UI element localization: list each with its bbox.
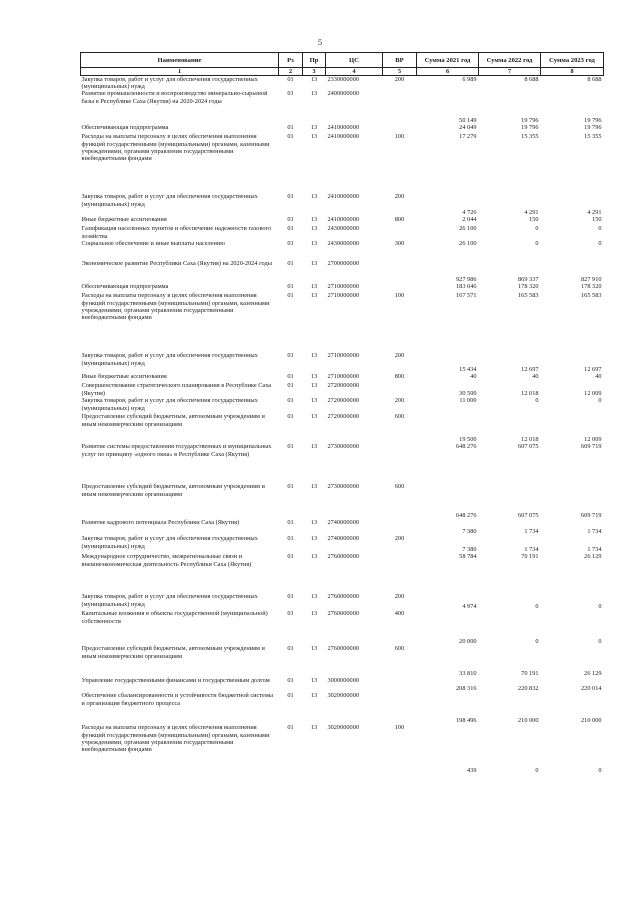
- row-pr: 13: [310, 413, 318, 421]
- row-cs: 2330000000: [327, 76, 359, 83]
- row-sum-2023: 0: [598, 240, 602, 248]
- row-rz: 01: [287, 240, 294, 248]
- row-sum-2022: 40: [532, 373, 539, 381]
- row-rz: 01: [287, 352, 294, 360]
- table-row: [81, 133, 604, 193]
- row-sum-2023: 4 291: [587, 209, 602, 217]
- row-sum-2023: 827 910: [581, 276, 602, 284]
- row-sum-2022: 12 018: [521, 436, 539, 444]
- row-rz: 01: [287, 397, 294, 405]
- row-vr: [383, 692, 417, 724]
- row-name: Закупка товаров, работ и услуг для обеспечения государственных (муниципальных) нужд: [81, 193, 258, 208]
- row-sum-2023: 1 734: [587, 546, 602, 554]
- row-cs: 2710000000: [327, 352, 359, 360]
- row-rz: 01: [287, 133, 294, 141]
- row-cs: 2700000000: [327, 260, 359, 268]
- row-vr: 100: [394, 724, 405, 732]
- row-sum-2022: 607 075: [518, 512, 539, 520]
- table-row: [81, 292, 604, 352]
- row-rz: 01: [287, 593, 294, 601]
- table-row: [81, 692, 604, 724]
- table-row: [81, 443, 604, 483]
- column-number: 8: [541, 68, 604, 76]
- row-name: Закупка товаров, работ и услуг для обеспечения государственных (муниципальных) нужд: [81, 352, 258, 367]
- row-cs: 2730000000: [327, 443, 359, 451]
- row-cs: 2740000000: [327, 519, 359, 527]
- row-sum-2022: 178 320: [518, 283, 539, 291]
- row-sum-2022: 15 355: [521, 133, 539, 141]
- row-sum-2022: 0: [535, 397, 539, 405]
- row-sum-2022: 70 191: [521, 553, 539, 561]
- row-sum-2023: 165 583: [581, 292, 602, 300]
- table-row: [81, 352, 604, 373]
- row-name: Предоставление субсидий бюджетным, автономным учреждениям и иным некоммерческим организациям: [81, 413, 265, 428]
- row-rz: 01: [287, 443, 294, 451]
- row-sum-2023: 220 014: [581, 685, 602, 693]
- row-sum-2022: 210 000: [518, 717, 539, 725]
- row-vr: [383, 283, 417, 292]
- row-sum-2023: 0: [598, 397, 602, 405]
- row-pr: 13: [310, 283, 318, 291]
- header-sum-2021: Сумма 2021 год: [417, 53, 479, 68]
- row-rz: 01: [287, 553, 294, 561]
- row-pr: 13: [310, 124, 318, 132]
- row-sum-2021: 439: [467, 767, 477, 775]
- table-row: [81, 283, 604, 292]
- header-pr: Пр: [303, 53, 326, 68]
- row-sum-2023: 210 000: [581, 717, 602, 725]
- row-sum-2021: 7 380: [462, 546, 477, 554]
- row-vr: 800: [394, 373, 405, 381]
- row-sum-2021: 6 989: [462, 76, 477, 83]
- row-sum-2021: 26 100: [459, 240, 477, 248]
- row-sum-2021: 4 974: [462, 603, 477, 611]
- row-pr: 13: [310, 593, 318, 601]
- row-name: Капитальные вложения в объекты государственной (муниципальной) собственности: [81, 610, 268, 625]
- row-vr: 400: [394, 610, 405, 618]
- row-sum-2021: 7 380: [462, 528, 477, 536]
- row-rz: 01: [287, 193, 294, 201]
- row-vr: 200: [394, 397, 405, 405]
- row-rz: 01: [287, 283, 294, 291]
- table-row: [81, 240, 604, 260]
- header-vr: ВР: [383, 53, 417, 68]
- row-pr: 13: [310, 724, 318, 732]
- table-row: [81, 397, 604, 413]
- table-row: [81, 124, 604, 133]
- column-number: 5: [383, 68, 417, 76]
- row-rz: 01: [287, 382, 294, 390]
- row-sum-2021: 40: [470, 373, 477, 381]
- row-sum-2022: 12 697: [521, 366, 539, 374]
- row-name: Обеспечение сбалансированности и устойчивости бюджетной системы и организация бюджетного процесса: [81, 692, 274, 707]
- row-rz: 01: [287, 519, 294, 527]
- row-cs: 2430000000: [327, 240, 359, 248]
- row-sum-2023: 609 719: [581, 443, 602, 451]
- row-sum-2021: 15 434: [459, 366, 477, 374]
- row-name: Газификация населенных пунктов и обеспечение надежности газового хозяйства: [81, 225, 272, 240]
- row-sum-2022: 4 291: [524, 209, 539, 217]
- row-sum-2022: 0: [535, 240, 539, 248]
- row-rz: 01: [287, 610, 294, 618]
- row-pr: 13: [310, 610, 318, 618]
- row-pr: 13: [310, 443, 318, 451]
- table-row: [81, 413, 604, 443]
- row-cs: 2710000000: [327, 283, 359, 291]
- table-row: [81, 535, 604, 553]
- row-vr: 600: [394, 483, 405, 491]
- row-sum-2023: 12 009: [584, 390, 602, 398]
- table-row: [81, 225, 604, 240]
- table-row: [81, 216, 604, 225]
- row-vr: [383, 260, 417, 283]
- row-rz: 01: [287, 260, 294, 268]
- row-pr: 13: [310, 692, 318, 700]
- row-sum-2021: 2 044: [462, 216, 477, 224]
- row-pr: 13: [310, 292, 318, 300]
- column-number: 1: [81, 68, 279, 76]
- row-name: Расходы на выплаты персоналу в целях обеспечения выполнения функций государственными (муниципальными) органами, казенными учреждениями, органами управления государственными внебюджетными фондами: [81, 292, 270, 322]
- row-sum-2022: 8 688: [524, 76, 539, 83]
- row-cs: 2720000000: [327, 382, 359, 390]
- row-name: Закупка товаров, работ и услуг для обеспечения государственных (муниципальных) нужд: [81, 593, 258, 608]
- row-name: Экономическое развитие Республики Саха (Якутия) на 2020-2024 годы: [81, 260, 272, 268]
- row-name: Совершенствование стратегического планирования в Республике Саха (Якутия): [81, 382, 272, 397]
- row-name: Обеспечивающая подпрограмма: [81, 124, 169, 132]
- row-rz: 01: [287, 535, 294, 543]
- row-name: Расходы на выплаты персоналу в целях обеспечения выполнения функций государственными (муниципальными) органами, казенными учреждениями, органами управления государственными внебюджетными фондами: [81, 724, 270, 754]
- table-row: [81, 610, 604, 645]
- row-cs: 2720000000: [327, 397, 359, 405]
- column-number-row: [81, 68, 604, 76]
- table-row: [81, 76, 604, 91]
- row-name: Предоставление субсидий бюджетным, автономным учреждениям и иным некоммерческим организациям: [81, 483, 265, 498]
- row-rz: 01: [287, 225, 294, 233]
- row-rz: 01: [287, 645, 294, 653]
- row-name: Развитие системы предоставления государственных и муниципальных услуг по принципу «одного окна» в Республике Саха (Якутия): [81, 443, 272, 458]
- row-sum-2021: 33 810: [459, 670, 477, 678]
- table-row: [81, 724, 604, 774]
- row-sum-2022: 70 191: [521, 670, 539, 678]
- row-name: Управление государственными финансами и государственным долгом: [81, 677, 270, 685]
- row-pr: 13: [310, 553, 318, 561]
- row-sum-2023: 19 796: [584, 117, 602, 125]
- row-sum-2021: 167 571: [456, 292, 477, 300]
- row-sum-2023: 178 320: [581, 283, 602, 291]
- row-sum-2022: 0: [535, 603, 539, 611]
- row-vr: 200: [394, 593, 405, 601]
- row-cs: 2760000000: [327, 593, 359, 601]
- row-cs: 3000000000: [327, 677, 359, 685]
- row-sum-2023: 0: [598, 603, 602, 611]
- row-cs: 2760000000: [327, 645, 359, 653]
- table-body: [81, 76, 604, 775]
- row-name: Иные бюджетные ассигнования: [81, 216, 167, 224]
- row-sum-2021: 19 500: [459, 436, 477, 444]
- column-number: 6: [417, 68, 479, 76]
- header-name: Наименование: [81, 53, 279, 68]
- row-sum-2021: 198 496: [456, 717, 477, 725]
- row-rz: 01: [287, 90, 294, 98]
- header-sum-2022: Сумма 2022 год: [479, 53, 541, 68]
- row-name: Предоставление субсидий бюджетным, автономным учреждениям и иным некоммерческим организациям: [81, 645, 265, 660]
- row-cs: 2400000000: [327, 90, 359, 98]
- table-header-row: [81, 53, 604, 68]
- row-pr: 13: [310, 76, 318, 83]
- row-name: Закупка товаров, работ и услуг для обеспечения государственных (муниципальных) нужд: [81, 76, 258, 91]
- row-cs: 2710000000: [327, 292, 359, 300]
- row-sum-2023: 609 719: [581, 512, 602, 520]
- row-cs: 2760000000: [327, 553, 359, 561]
- row-sum-2021: 927 986: [456, 276, 477, 284]
- row-sum-2022: 869 337: [518, 276, 539, 284]
- row-vr: 200: [394, 193, 405, 201]
- row-cs: 2740000000: [327, 535, 359, 543]
- row-pr: 13: [310, 90, 318, 98]
- table-row: [81, 593, 604, 610]
- row-sum-2022: 19 796: [521, 124, 539, 132]
- row-sum-2023: 15 355: [584, 133, 602, 141]
- row-name: Обеспечивающая подпрограмма: [81, 283, 169, 291]
- row-vr: 100: [394, 133, 405, 141]
- row-sum-2022: 0: [535, 767, 539, 775]
- row-rz: 01: [287, 692, 294, 700]
- row-vr: [383, 519, 417, 535]
- table-row: [81, 373, 604, 382]
- row-vr: 300: [394, 240, 405, 248]
- column-number: 2: [279, 68, 303, 76]
- row-rz: 01: [287, 292, 294, 300]
- row-rz: 01: [287, 124, 294, 132]
- row-pr: 13: [310, 382, 318, 390]
- row-sum-2021: 648 276: [456, 512, 477, 520]
- table-row: [81, 677, 604, 692]
- row-pr: 13: [310, 240, 318, 248]
- row-rz: 01: [287, 677, 294, 685]
- row-rz: 01: [287, 724, 294, 732]
- row-rz: 01: [287, 216, 294, 224]
- budget-table: [80, 52, 604, 774]
- table-row: [81, 553, 604, 593]
- row-vr: 200: [394, 76, 405, 83]
- row-sum-2021: 30 500: [459, 390, 477, 398]
- row-vr: [383, 90, 417, 124]
- row-sum-2023: 26 129: [584, 553, 602, 561]
- row-sum-2021: 58 784: [459, 553, 477, 561]
- row-sum-2022: 1 734: [524, 546, 539, 554]
- row-sum-2021: 4 726: [462, 209, 477, 217]
- column-number: 7: [479, 68, 541, 76]
- row-pr: 13: [310, 133, 318, 141]
- row-sum-2022: 1 734: [524, 528, 539, 536]
- row-rz: 01: [287, 413, 294, 421]
- row-sum-2022: 607 075: [518, 443, 539, 451]
- row-sum-2023: 26 129: [584, 670, 602, 678]
- row-sum-2022: 0: [535, 638, 539, 646]
- row-sum-2022: 165 583: [518, 292, 539, 300]
- table-row: [81, 483, 604, 519]
- row-cs: 2430000000: [327, 225, 359, 233]
- row-vr: 200: [394, 352, 405, 360]
- table-row: [81, 382, 604, 397]
- row-name: Закупка товаров, работ и услуг для обеспечения государственных (муниципальных) нужд: [81, 535, 258, 550]
- table-row: [81, 645, 604, 677]
- row-name: Закупка товаров, работ и услуг для обеспечения государственных (муниципальных) нужд: [81, 397, 258, 412]
- row-cs: 2720000000: [327, 413, 359, 421]
- row-sum-2023: 19 796: [584, 124, 602, 132]
- row-pr: 13: [310, 645, 318, 653]
- row-pr: 13: [310, 483, 318, 491]
- row-vr: [383, 553, 417, 593]
- row-sum-2021: 11 000: [459, 397, 477, 405]
- row-sum-2021: 648 276: [456, 443, 477, 451]
- row-cs: 3020000000: [327, 692, 359, 700]
- row-name: Расходы на выплаты персоналу в целях обеспечения выполнения функций государственными (муниципальными) органами, казенными учреждениями, органами управления государственными внебюджетными фондами: [81, 133, 270, 163]
- row-sum-2021: 26 100: [459, 225, 477, 233]
- row-sum-2022: 12 018: [521, 390, 539, 398]
- row-vr: [383, 124, 417, 133]
- row-vr: 600: [394, 645, 405, 653]
- row-vr: [383, 225, 417, 240]
- row-name: Иные бюджетные ассигнования: [81, 373, 167, 381]
- column-number: 4: [326, 68, 383, 76]
- row-cs: 2730000000: [327, 483, 359, 491]
- row-cs: 2410000000: [327, 124, 359, 132]
- column-number: 3: [303, 68, 326, 76]
- row-sum-2022: 19 796: [521, 117, 539, 125]
- row-sum-2023: 0: [598, 225, 602, 233]
- row-sum-2023: 150: [592, 216, 602, 224]
- row-sum-2023: 8 688: [587, 76, 602, 83]
- row-sum-2021: 208 316: [456, 685, 477, 693]
- row-cs: 2410000000: [327, 193, 359, 201]
- row-name: Международное сотрудничество, межрегиональные связи и внешнеэкономическая деятельность Республики Саха (Якутия): [81, 553, 252, 568]
- row-sum-2021: 183 046: [456, 283, 477, 291]
- row-cs: 2410000000: [327, 216, 359, 224]
- row-name: Развитие промышленности и воспроизводство минерально-сырьевой базы в Республике Саха (Якутия) на 2020-2024 годы: [81, 90, 268, 105]
- table-row: [81, 519, 604, 535]
- table-row: [81, 260, 604, 283]
- row-cs: 3020000000: [327, 724, 359, 732]
- row-pr: 13: [310, 519, 318, 527]
- row-cs: 2410000000: [327, 133, 359, 141]
- row-sum-2023: 0: [598, 638, 602, 646]
- row-vr: [383, 677, 417, 692]
- row-rz: 01: [287, 76, 294, 83]
- row-vr: 200: [394, 535, 405, 543]
- row-pr: 13: [310, 225, 318, 233]
- page-number: 5: [318, 38, 322, 47]
- row-pr: 13: [310, 216, 318, 224]
- row-rz: 01: [287, 373, 294, 381]
- row-cs: 2760000000: [327, 610, 359, 618]
- row-sum-2023: 0: [598, 767, 602, 775]
- table-row: [81, 90, 604, 124]
- header-cs: ЦС: [326, 53, 383, 68]
- row-vr: 600: [394, 413, 405, 421]
- row-vr: 100: [394, 292, 405, 300]
- row-name: Социальное обеспечение и иные выплаты населению: [81, 240, 225, 248]
- row-sum-2023: 12 009: [584, 436, 602, 444]
- row-sum-2021: 50 149: [459, 117, 477, 125]
- row-vr: 800: [394, 216, 405, 224]
- row-sum-2022: 150: [529, 216, 539, 224]
- row-pr: 13: [310, 193, 318, 201]
- row-sum-2023: 1 734: [587, 528, 602, 536]
- row-pr: 13: [310, 352, 318, 360]
- row-pr: 13: [310, 373, 318, 381]
- row-sum-2022: 220 832: [518, 685, 539, 693]
- header-sum-2023: Сумма 2023 год: [541, 53, 604, 68]
- row-sum-2023: 40: [595, 373, 602, 381]
- table-row: [81, 193, 604, 216]
- row-cs: 2710000000: [327, 373, 359, 381]
- row-vr: [383, 443, 417, 483]
- row-sum-2021: 24 049: [459, 124, 477, 132]
- row-sum-2021: 17 279: [459, 133, 477, 141]
- row-sum-2023: 12 697: [584, 366, 602, 374]
- row-sum-2021: 20 000: [459, 638, 477, 646]
- row-pr: 13: [310, 677, 318, 685]
- row-rz: 01: [287, 483, 294, 491]
- row-pr: 13: [310, 397, 318, 405]
- row-sum-2022: 0: [535, 225, 539, 233]
- row-name: Развитие кадрового потенциала Республики Саха (Якутия): [81, 519, 240, 527]
- header-rz: Рз: [279, 53, 303, 68]
- row-pr: 13: [310, 260, 318, 268]
- row-pr: 13: [310, 535, 318, 543]
- row-vr: [383, 382, 417, 397]
